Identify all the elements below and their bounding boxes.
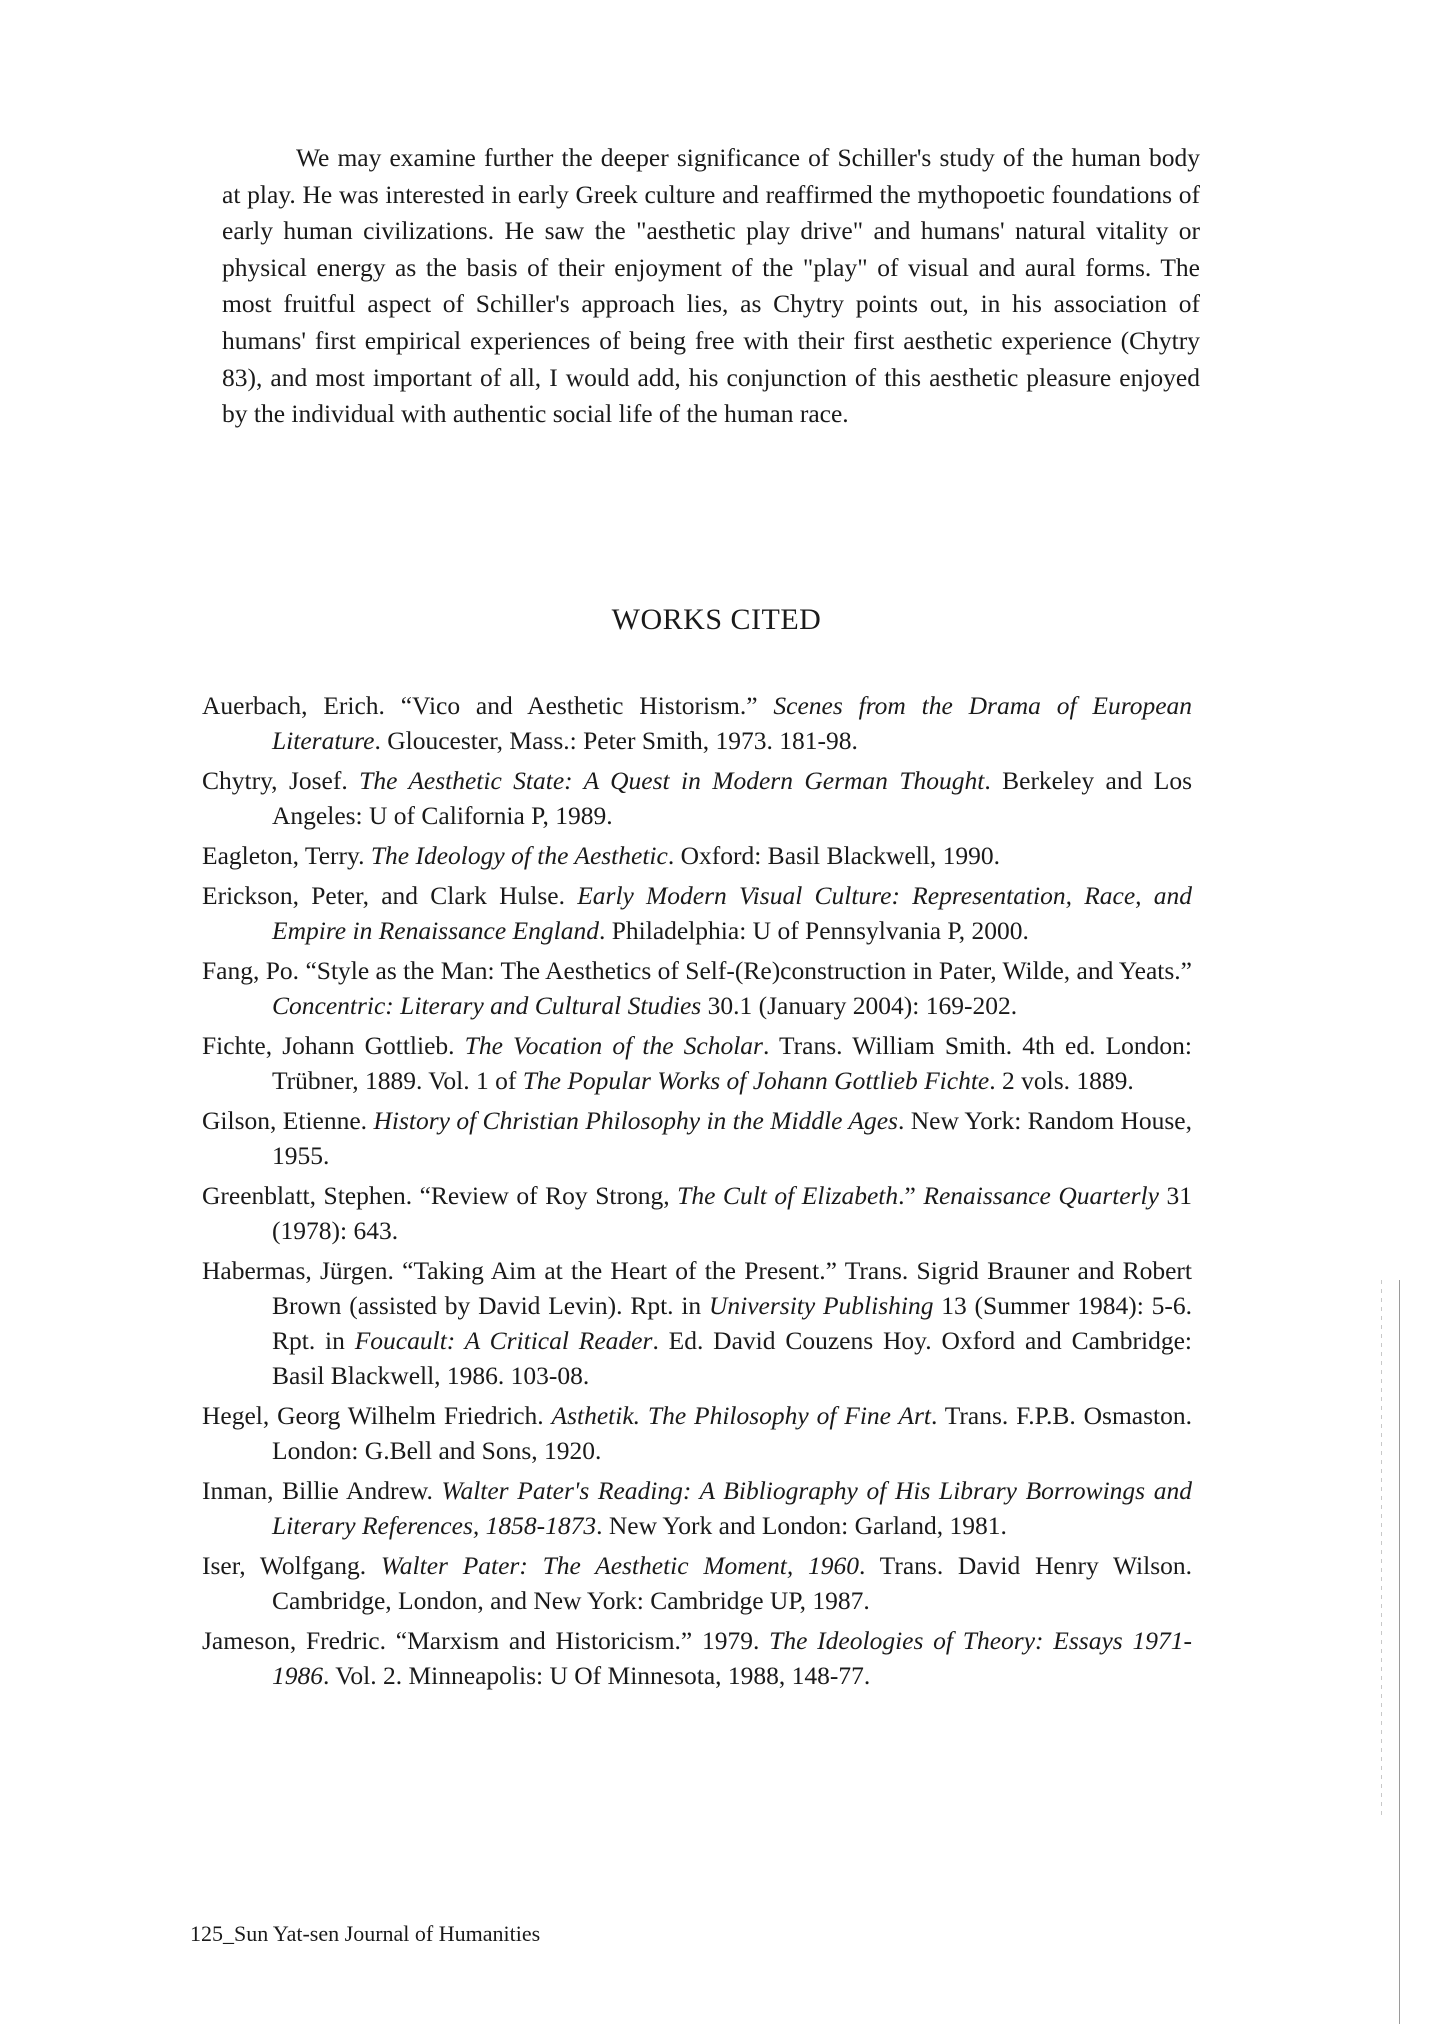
- entry-text: Greenblatt, Stephen. “Review of Roy Strong,: [202, 1181, 678, 1210]
- entry-text: . Berkeley and Los Angeles: U of California P, 1989.: [272, 766, 1193, 830]
- entry-text: Chytry, Josef.: [202, 766, 360, 795]
- entry-text: Jameson, Fredric. “Marxism and Historicism.” 1979.: [202, 1626, 770, 1655]
- bibliography-entry: [202, 1178, 1192, 1248]
- works-cited-heading: WORKS CITED: [611, 603, 822, 636]
- entry-title: The Ideology of the Aesthetic: [370, 841, 668, 870]
- entry-title: Renaissance Quarterly: [923, 1181, 1159, 1210]
- entry-title: Walter Pater: The Aesthetic Moment, 1960: [380, 1551, 859, 1580]
- entry-text: Auerbach, Erich. “Vico and Aesthetic Historism.”: [202, 691, 774, 720]
- page-footer: 125_Sun Yat-sen Journal of Humanities: [190, 1921, 541, 1946]
- bibliography-entry: [202, 838, 1192, 873]
- entry-text: Erickson, Peter, and Clark Hulse.: [202, 881, 578, 910]
- entry-title: The Cult of Elizabeth: [677, 1181, 899, 1210]
- entry-title: The Popular Works of Johann Gottlieb Fichte: [522, 1066, 990, 1095]
- entry-text: Fichte, Johann Gottlieb.: [202, 1031, 465, 1060]
- entry-title: Concentric: Literary and Cultural Studies: [272, 991, 702, 1020]
- bibliography-entry: [202, 1623, 1192, 1693]
- entry-text: 30.1 (January 2004): 169-202.: [701, 991, 1018, 1020]
- entry-text: 31 (1978): 643.: [272, 1181, 1192, 1245]
- bibliography-entry: [202, 1548, 1192, 1618]
- entry-text: . New York: Random House, 1955.: [272, 1106, 1193, 1170]
- bibliography-entry: [202, 953, 1192, 1023]
- entry-text: . Philadelphia: U of Pennsylvania P, 2000.: [598, 916, 1029, 945]
- entry-text: Inman, Billie Andrew.: [202, 1476, 442, 1505]
- entry-title: The Vocation of the Scholar: [464, 1031, 763, 1060]
- bibliography-entry: [202, 688, 1192, 758]
- entry-text: Eagleton, Terry.: [202, 841, 371, 870]
- bibliography-list: [202, 688, 1192, 1698]
- bibliography-entry: [202, 1253, 1192, 1393]
- entry-title: History of Christian Philosophy in the Middle Ages: [373, 1106, 898, 1135]
- entry-title: The Aesthetic State: A Quest in Modern German Thought: [359, 766, 985, 795]
- bibliography-entry: [202, 1473, 1192, 1543]
- entry-title: Scenes from the Drama of European Literature: [272, 691, 1193, 755]
- bibliography-entry: [202, 1028, 1192, 1098]
- entry-title: Asthetik. The Philosophy of Fine Art: [551, 1401, 931, 1430]
- entry-text: . Trans. William Smith. 4th ed. London: Trübner, 1889. Vol. 1 of: [272, 1031, 1192, 1095]
- bibliography-entry: [202, 1398, 1192, 1468]
- body-paragraph: We may examine further the deeper significance of Schiller's study of the human body at play. He was interested in early Greek culture and reaffirmed the mythopoetic foundations of early human civilizations. He saw the "aesthetic play drive" and humans' natural vitality or physical energy as the basis of their enjoyment of the "play" of visual and aural forms. The most fruitful aspect of Schiller's approach lies, as Chytry points out, in his association of humans' first empirical experiences of being free with their first aesthetic experience (Chytry 83), and most important of all, I would add, his conjunction of this aesthetic pleasure enjoyed by the individual with authentic social life of the human race.: [222, 143, 1200, 429]
- entry-text: Fang, Po. “Style as the Man: The Aesthetics of Self-(Re)construction in Pater, Wilde, and Yeats.”: [202, 956, 1192, 985]
- entry-text: Habermas, Jürgen. “Taking Aim at the Heart of the Present.” Trans. Sigrid Brauner and Robert Brown (assisted by David Levin). Rpt. in: [202, 1256, 1192, 1320]
- bibliography-entry: [202, 1103, 1192, 1173]
- entry-title: The Ideologies of Theory: Essays 1971-1986: [272, 1626, 1192, 1690]
- entry-text: Hegel, Georg Wilhelm Friedrich.: [202, 1401, 552, 1430]
- entry-text: Iser, Wolfgang.: [202, 1551, 381, 1580]
- entry-text: . New York and London: Garland, 1981.: [596, 1511, 1007, 1540]
- entry-text: . Vol. 2. Minneapolis: U Of Minnesota, 1988, 148-77.: [323, 1661, 871, 1690]
- entry-text: . Ed. David Couzens Hoy. Oxford and Cambridge: Basil Blackwell, 1986. 103-08.: [272, 1326, 1192, 1390]
- scan-edge-dashes: [1381, 1280, 1382, 1820]
- entry-text: . Trans. F.P.B. Osmaston. London: G.Bell and Sons, 1920.: [272, 1401, 1192, 1465]
- entry-text: . Oxford: Basil Blackwell, 1990.: [667, 841, 1000, 870]
- entry-title: Foucault: A Critical Reader: [354, 1326, 653, 1355]
- scan-edge-line: [1399, 1280, 1400, 2024]
- entry-text: . Gloucester, Mass.: Peter Smith, 1973. 181-98.: [374, 726, 858, 755]
- entry-text: Gilson, Etienne.: [202, 1106, 374, 1135]
- entry-text: . Trans. David Henry Wilson. Cambridge, London, and New York: Cambridge UP, 1987.: [272, 1551, 1193, 1615]
- entry-title: University Publishing: [708, 1291, 934, 1320]
- entry-text: .”: [898, 1181, 924, 1210]
- entry-text: . 2 vols. 1889.: [989, 1066, 1134, 1095]
- entry-text: 13 (Summer 1984): 5-6. Rpt. in: [272, 1291, 1192, 1355]
- bibliography-entry: [202, 878, 1192, 948]
- entry-title: Walter Pater's Reading: A Bibliography of His Library Borrowings and Literary References, 1858-1873: [272, 1476, 1192, 1540]
- bibliography-entry: [202, 763, 1192, 833]
- entry-title: Early Modern Visual Culture: Representation, Race, and Empire in Renaissance England: [272, 881, 1193, 945]
